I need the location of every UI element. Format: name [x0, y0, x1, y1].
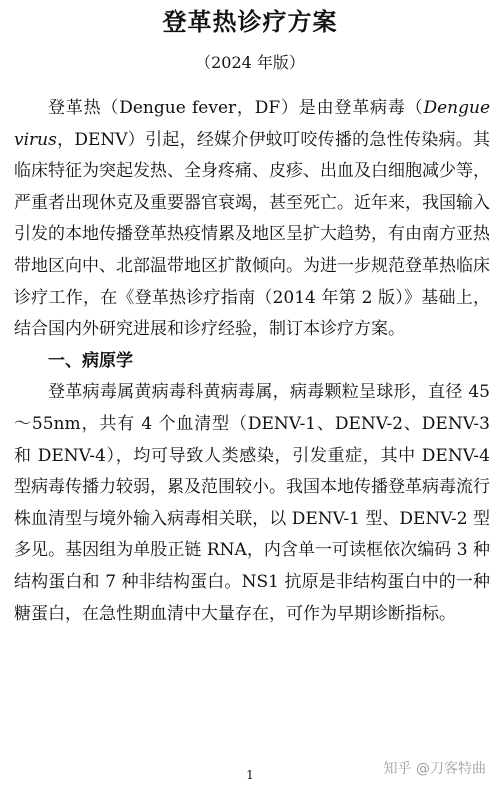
edition-subtitle: （2024 年版） — [195, 53, 305, 72]
section-heading-etiology: 一、病原学 — [48, 350, 133, 371]
virus-name-italic: Dengue virus — [14, 98, 490, 150]
etiology-paragraph: 登革病毒属黄病毒科黄病毒属，病毒颗粒呈球形，直径 45～55nm，共有 4 个血清型（DENV-1、DENV-2、DENV-3 和 DENV-4），均可导致人类感染，引发重症，其中 DENV-4 型病毒传播力较弱，累及范围较小。我国本地传播登革病毒流行株血清型与境外输入病毒相关联，以 DENV-1 型、DENV-2 型多见。基因组为单股正链 RNA，内含单一可读框依次编码 3 种结构蛋白和 7 种非结构蛋白。NS1 抗原是非结构蛋白中的一种糖蛋白，在急性期血清中大量存在，可作为早期诊断指标。 — [14, 382, 490, 624]
intro-text-part1: 登革热（Dengue fever，DF）是由登革病毒（ — [48, 98, 424, 118]
document-body — [14, 93, 490, 630]
intro-paragraph — [14, 93, 490, 346]
intro-text-part2: ，DENV）引起，经媒介伊蚊叮咬传播的急性传染病。其临床特征为突起发热、全身疼痛、皮疹、出血及白细胞减少等，严重者出现休克及重要器官衰竭，甚至死亡。近年来，我国输入引发的本地传播登革热疫情累及地区呈扩大趋势，有由南方亚热带地区向中、北部温带地区扩散倾向。为进一步规范登革热临床诊疗工作，在《登革热诊疗指南（2014 年第 2 版）》基础上，结合国内外研究进展和诊疗经验，制订本诊疗方案。 — [14, 129, 490, 340]
page-title: 登革热诊疗方案 — [162, 8, 338, 36]
page-number: 1 — [246, 768, 254, 782]
watermark-text: 知乎 @刀客特曲 — [383, 761, 486, 777]
